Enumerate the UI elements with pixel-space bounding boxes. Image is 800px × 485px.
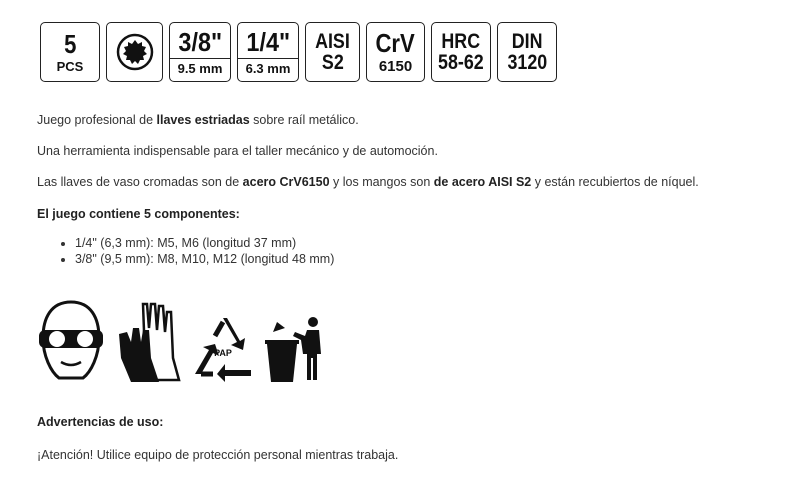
badge-pcs [40, 22, 100, 82]
badge-hrc-top: HRC [441, 30, 481, 53]
badge-crv [366, 22, 425, 82]
list-item: • 1/4" (6,3 mm): M5, M6 (longitud 37 mm) [75, 235, 334, 251]
badge-din-bottom: 3120 [507, 51, 547, 74]
gloves-icon [113, 298, 183, 384]
description-line-2: Una herramienta indispensable para el taller mecánico y de automoción. [37, 144, 438, 158]
badge-spline [106, 22, 163, 82]
goggles-icon [37, 298, 105, 384]
warnings-text: ¡Atención! Utilice equipo de protección personal mientras trabaja. [37, 448, 399, 462]
trash-bin-icon [263, 314, 329, 384]
badge-size-14 [237, 22, 299, 82]
badge-crv-bottom: 6150 [378, 58, 413, 75]
badge-aisi-bottom: S2 [321, 51, 344, 74]
badge-crv-top: CrV [375, 28, 416, 58]
spec-badges [40, 22, 557, 82]
safety-icons [37, 298, 329, 384]
badge-aisi [305, 22, 360, 82]
warnings-heading: Advertencias de uso: [37, 415, 164, 429]
badge-14-mm: 6.3 mm [238, 58, 298, 75]
badge-din [497, 22, 557, 82]
badge-aisi-top: AISI [315, 30, 350, 53]
svg-text:PAP: PAP [214, 348, 232, 358]
list-item: • 3/8" (9,5 mm): M8, M10, M12 (longitud 48 mm) [75, 251, 334, 267]
components-heading: El juego contiene 5 componentes: [37, 207, 240, 221]
badge-pcs-label: PCS [56, 59, 84, 74]
badge-din-top: DIN [511, 30, 543, 53]
spline-socket-icon [115, 32, 155, 72]
badge-14-inch: 1/4" [246, 27, 290, 57]
description-line-1: Juego profesional de llaves estriadas sobre raíl metálico. [37, 113, 359, 127]
description-line-3: Las llaves de vaso cromadas son de acero CrV6150 y los mangos son de acero AISI S2 y están recubiertos de níquel. [37, 175, 699, 189]
badge-size-38 [169, 22, 231, 82]
badge-pcs-count: 5 [63, 29, 77, 59]
badge-hrc [431, 22, 491, 82]
recycle-pap-icon [191, 314, 255, 384]
badge-38-mm: 9.5 mm [170, 58, 230, 75]
components-list [37, 235, 334, 267]
badge-hrc-bottom: 58-62 [438, 51, 484, 74]
badge-38-inch: 3/8" [178, 27, 222, 57]
